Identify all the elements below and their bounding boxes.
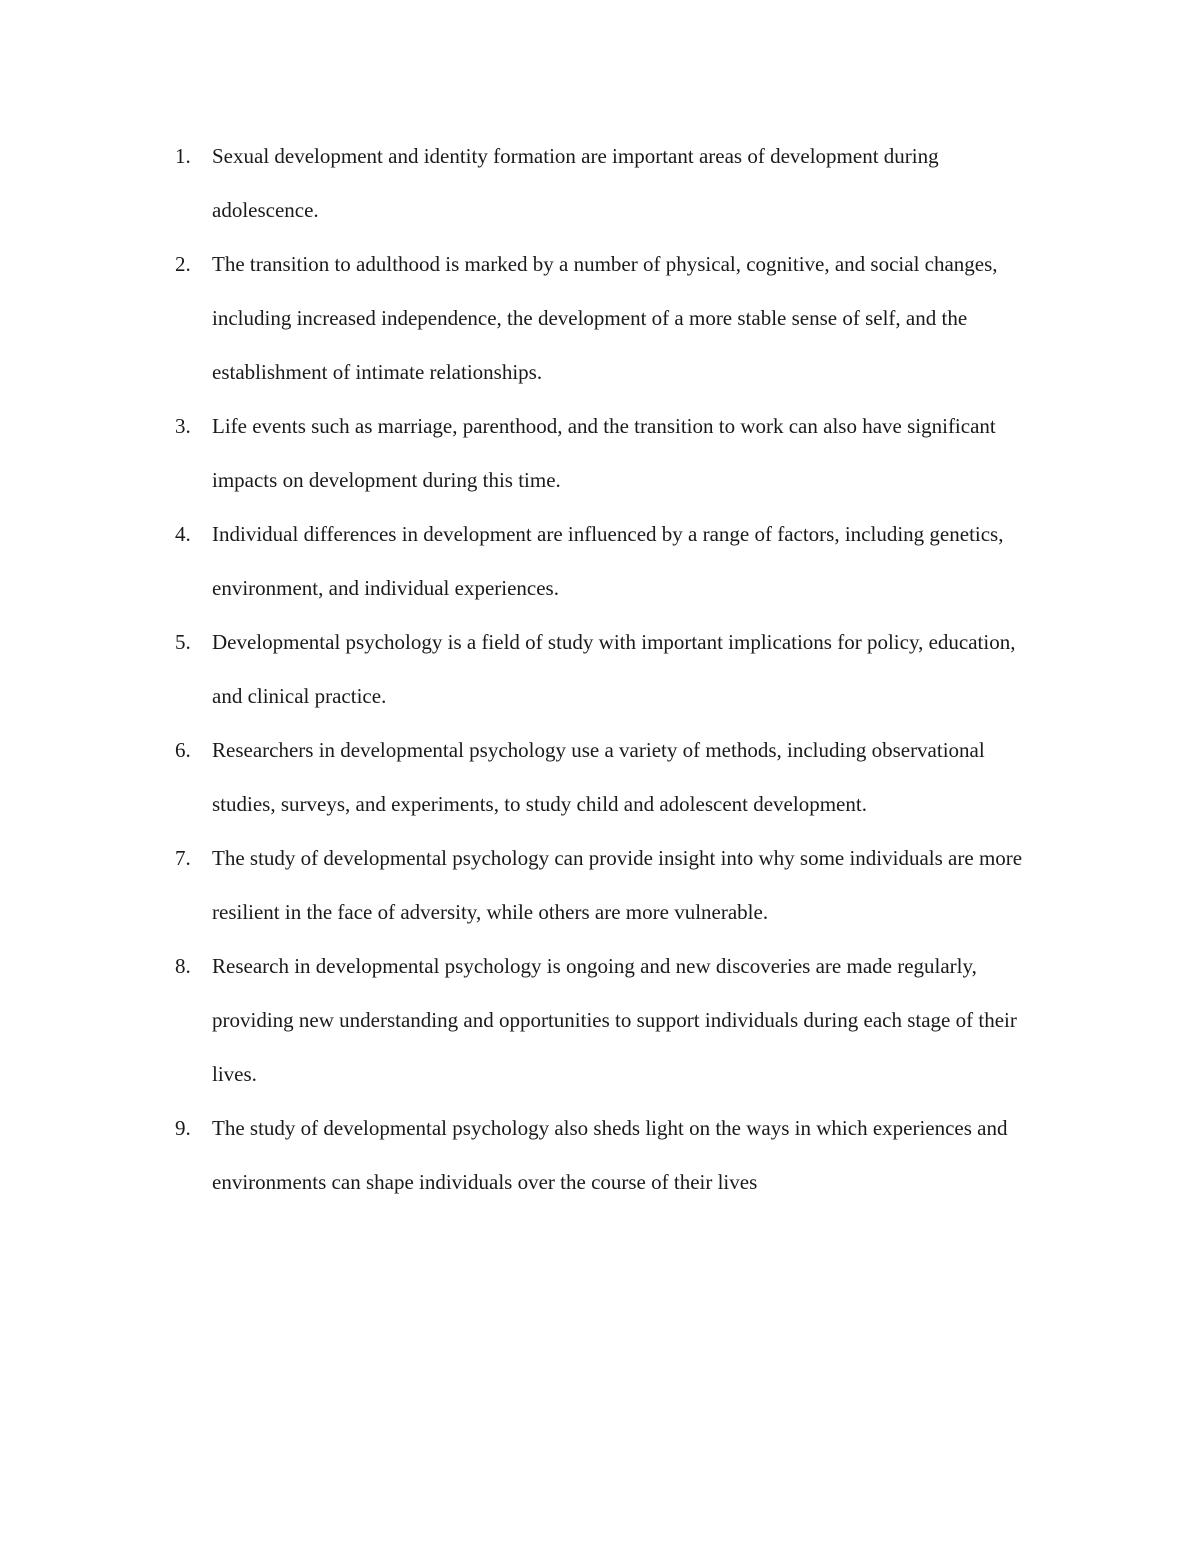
list-item bbox=[0, 831, 1038, 939]
list-item-text: The study of developmental psychology also sheds light on the ways in which experiences and environments can shape individuals over the course of their lives bbox=[212, 1116, 1008, 1194]
list-item-number: 3. bbox=[175, 414, 191, 438]
list-item bbox=[0, 723, 1038, 831]
list-item-text: Sexual development and identity formation are important areas of development during adolescence. bbox=[212, 144, 939, 222]
numbered-list bbox=[0, 129, 1200, 1209]
list-item-text: Researchers in developmental psychology use a variety of methods, including observational studies, surveys, and experiments, to study child and adolescent development. bbox=[212, 738, 985, 816]
list-item-number: 7. bbox=[175, 846, 191, 870]
list-item-text: Life events such as marriage, parenthood, and the transition to work can also have significant impacts on development during this time. bbox=[212, 414, 996, 492]
list-item-text: The transition to adulthood is marked by a number of physical, cognitive, and social changes, including increased independence, the development of a more stable sense of self, and the establishment of intimate relationships. bbox=[212, 252, 998, 384]
list-item-text: Research in developmental psychology is ongoing and new discoveries are made regularly, providing new understanding and opportunities to support individuals during each stage of their lives. bbox=[212, 954, 1017, 1086]
list-item-number: 8. bbox=[175, 954, 191, 978]
list-item-number: 5. bbox=[175, 630, 191, 654]
list-item-number: 4. bbox=[175, 522, 191, 546]
list-item-number: 1. bbox=[175, 144, 191, 168]
list-item-text: The study of developmental psychology can provide insight into why some individuals are more resilient in the face of adversity, while others are more vulnerable. bbox=[212, 846, 1023, 924]
list-item-text: Developmental psychology is a field of study with important implications for policy, education, and clinical practice. bbox=[212, 630, 1016, 708]
list-item bbox=[0, 507, 1038, 615]
list-item bbox=[0, 237, 1038, 399]
list-item bbox=[0, 399, 1038, 507]
list-item-number: 2. bbox=[175, 252, 191, 276]
list-item-number: 9. bbox=[175, 1116, 191, 1140]
list-item bbox=[0, 939, 1038, 1101]
list-item-number: 6. bbox=[175, 738, 191, 762]
list-item bbox=[0, 129, 1038, 237]
list-item bbox=[0, 615, 1038, 723]
list-item bbox=[0, 1101, 1038, 1209]
list-item-text: Individual differences in development are influenced by a range of factors, including genetics, environment, and individual experiences. bbox=[212, 522, 1004, 600]
